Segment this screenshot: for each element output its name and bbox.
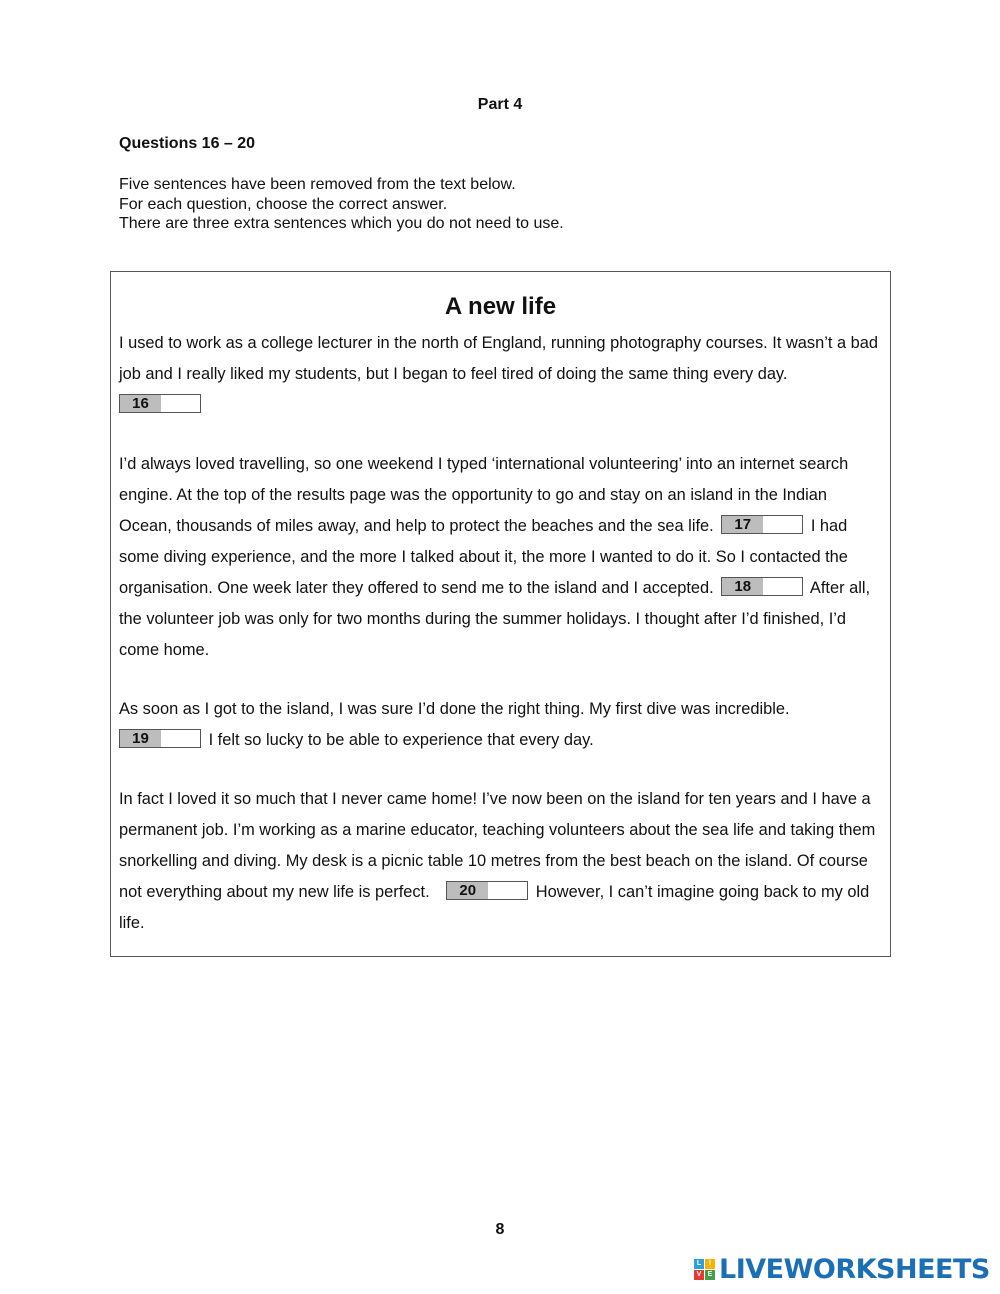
article-title: A new life xyxy=(444,293,557,320)
paragraph-text: After all, the volunteer job was only for two months during the summer holidays. I thought after I’d finished, I’d come home. xyxy=(119,579,871,659)
questions-range: Questions 16 – 20 xyxy=(119,135,256,152)
answer-gap-16[interactable] xyxy=(119,394,201,413)
gap-number: 18 xyxy=(722,578,763,595)
liveworksheets-logo[interactable] xyxy=(694,1254,990,1284)
instruction-line: For each question, choose the correct answer. xyxy=(119,195,448,213)
instructions xyxy=(119,175,564,234)
logo-letter: V xyxy=(694,1270,704,1280)
paragraph-3 xyxy=(119,694,883,756)
paragraph-2 xyxy=(119,449,883,666)
gap-number: 19 xyxy=(120,730,161,747)
paragraph-text: I had some diving experience, and the more I talked about it, the more I wanted to do it. So I contacted the organisation. One week later they offered to send me to the island and I accepted. xyxy=(119,517,848,597)
answer-gap-18[interactable] xyxy=(721,577,803,596)
logo-icon xyxy=(694,1259,715,1280)
brand-name: LIVEWORKSHEETS xyxy=(719,1253,990,1285)
paragraph-text: I’d always loved travelling, so one weekend I typed ‘international volunteering’ into an internet search engine. At the top of the results page was the opportunity to go and stay on an island in the Indian Ocean, thousands of miles away, and help to protect the beaches and the sea life. xyxy=(119,455,849,535)
logo-letter: E xyxy=(705,1270,715,1280)
instruction-line: Five sentences have been removed from the text below. xyxy=(119,176,516,193)
article-box xyxy=(110,271,891,957)
logo-letter: L xyxy=(694,1259,704,1269)
gap-number: 16 xyxy=(120,395,161,412)
paragraph-4 xyxy=(119,784,883,939)
instruction-line: There are three extra sentences which you do not need to use. xyxy=(119,215,564,232)
part-heading: Part 4 xyxy=(477,96,523,113)
paragraph-text: I used to work as a college lecturer in the north of England, running photography courses. It wasn’t a bad job and I really liked my students, but I began to feel tired of doing the same thing every day. xyxy=(119,334,878,383)
paragraph-text: In fact I loved it so much that I never came home! I’ve now been on the island for ten years and I have a permanent job. I’m working as a marine educator, teaching volunteers about the sea life and taking them snorkelling and diving. My desk is a picnic table 10 metres from the best beach on the island. Of course not everything about my new life is perfect. xyxy=(119,790,876,901)
gap-number: 17 xyxy=(722,516,763,533)
answer-gap-20[interactable] xyxy=(446,881,528,900)
logo-letter: I xyxy=(705,1259,715,1269)
answer-gap-17[interactable] xyxy=(721,515,803,534)
paragraph-text: However, I can’t imagine going back to my old life. xyxy=(119,883,870,932)
page-number: 8 xyxy=(495,1221,505,1238)
paragraph-text: I felt so lucky to be able to experience that every day. xyxy=(208,731,594,749)
answer-gap-19[interactable] xyxy=(119,729,201,748)
article-body xyxy=(119,328,883,939)
paragraph-1 xyxy=(119,328,883,421)
paragraph-text: As soon as I got to the island, I was sure I’d done the right thing. My first dive was incredible. xyxy=(119,700,790,718)
gap-number: 20 xyxy=(447,882,488,899)
